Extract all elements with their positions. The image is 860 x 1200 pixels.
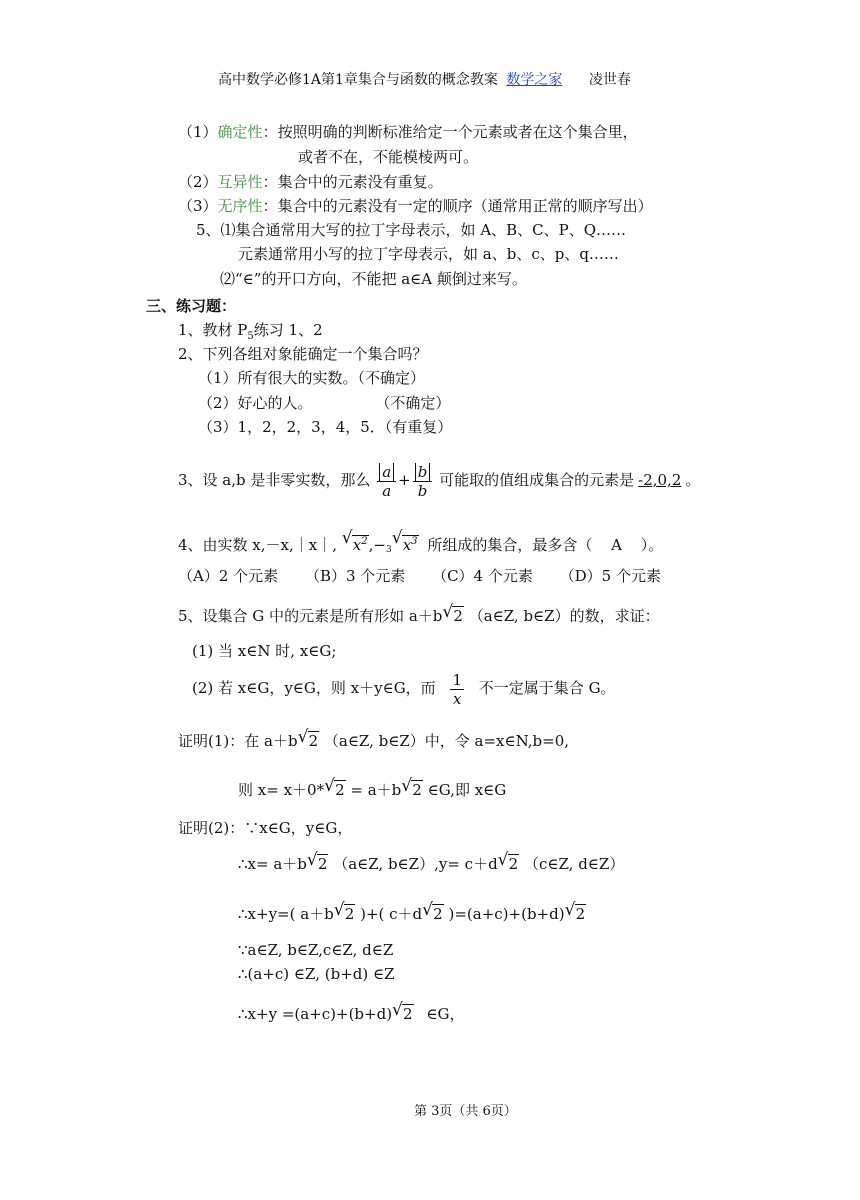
- term-distinctness: 互异性: [217, 173, 263, 191]
- sqrt-2: √ 2: [401, 776, 422, 799]
- fraction-b: $\frac{b}{b}$: [413, 463, 433, 500]
- question-2: 2、下列各组对象能确定一个集合吗？: [178, 345, 428, 363]
- note-line-3: ⑵“∈”的开口方向，不能把 a∈A 颠倒过来写。: [220, 270, 527, 288]
- sqrt-2: √ 2: [324, 776, 345, 799]
- q4-options: （A）2 个元素 （B）3 个元素 （C）4 个元素 （D）5 个元素: [178, 567, 661, 585]
- note-line-1: 5、⑴集合通常用大写的拉丁字母表示，如 A、B、C、P、Q……: [196, 221, 627, 239]
- sqrt-x-squared: √ $x^2$: [341, 528, 368, 554]
- question-3: 3、设 a,b 是非零实数，那么 $\frac{a}{a}$ + $\frac{b}{b}$ 可能取的值组成集合的元素是 -2,0,2 。: [178, 462, 701, 500]
- fraction-one-over-x: $\frac{1}{x}$: [452, 670, 463, 708]
- proof-2-line-2: ∴x= a＋b √ 2 （a∈Z, b∈Z）,y= c＋d √ 2 （c∈Z, d∈Z）: [238, 850, 625, 873]
- proof-2-line-5: ∴(a+c) ∈Z, (b+d) ∈Z: [238, 965, 395, 983]
- proof-1-line-1: 证明(1)：在 a＋b √ 2 （a∈Z, b∈Z）中，令 a=x∈N,b=0,: [178, 727, 570, 750]
- note-line-2: 元素通常用小写的拉丁字母表示，如 a、b、c、p、q……: [238, 245, 619, 263]
- property-line-1-cont: 或者不在，不能模棱两可。: [298, 148, 479, 166]
- site-link[interactable]: 数学之家: [506, 72, 563, 88]
- answer-blank: -2,0,2: [638, 471, 682, 489]
- page-number: 第 3页（共 6页）: [414, 1104, 517, 1119]
- sqrt-2: √ 2: [497, 850, 519, 873]
- q2-item-3: （3）1，2，2，3，4，5．（有重复）: [198, 418, 453, 436]
- sqrt-2: √ 2: [392, 1000, 413, 1023]
- header-author: 凌世春: [588, 72, 631, 88]
- sqrt-2: √ 2: [333, 900, 355, 923]
- term-unordered: 无序性: [217, 197, 263, 215]
- section-heading: 三、练习题：: [146, 297, 237, 315]
- sqrt-2: √ 2: [306, 850, 328, 873]
- q5-part-2: (2) 若 x∈G，y∈G，则 x＋y∈G，而 $\frac{1}{x}$ 不一定属于集合 G。: [192, 670, 616, 708]
- proof-1-line-2: 则 x= x＋0* √ 2 = a＋b √ 2 ∈G,即 x∈G: [238, 776, 507, 799]
- proof-2-line-1: 证明(2)：∵x∈G，y∈G，: [178, 819, 353, 837]
- question-4: 4、由实数 x,－x,｜x｜, √ $x^2,-^3$ √ $x^3$ 所组成的集合，最多含（ A ）。: [178, 528, 664, 555]
- proof-2-line-3: ∴x+y=( a＋b √ 2 )+( c＋d √ 2 )=(a+c)+(b+d) √ 2: [238, 900, 586, 923]
- proof-2-line-6: ∴x+y =(a+c)+(b+d) √ 2 ∈G，: [238, 1000, 465, 1023]
- property-line-1: （1）确定性：按照明确的判断标准给定一个元素或者在这个集合里，: [178, 123, 638, 141]
- cbrt-x-cubed: √ $x^3$: [391, 528, 418, 554]
- fraction-a: $\frac{a}{a}$: [377, 463, 396, 500]
- sqrt-2: √ 2: [442, 602, 463, 625]
- sqrt-2: √ 2: [564, 900, 586, 923]
- property-line-2: （2）互异性：集合中的元素没有重复。: [178, 173, 443, 191]
- q2-item-1: （1）所有很大的实数。（不确定）: [198, 369, 426, 387]
- q5-part-1: (1) 当 x∈N 时, x∈G;: [192, 642, 337, 660]
- term-determinacy: 确定性: [217, 123, 263, 141]
- sqrt-2: √ 2: [297, 727, 319, 750]
- sqrt-2: √ 2: [422, 900, 443, 923]
- question-1: 1、教材 $P_5$练习 1、2: [178, 321, 323, 342]
- property-line-3: （3）无序性：集合中的元素没有一定的顺序（通常用正常的顺序写出）: [178, 197, 653, 215]
- proof-2-line-4: ∵a∈Z, b∈Z,c∈Z, d∈Z: [238, 941, 394, 959]
- page-header: [218, 70, 631, 90]
- question-5: 5、设集合 G 中的元素是所有形如 a＋b √ 2 （a∈Z, b∈Z）的数，求证：: [178, 602, 660, 625]
- q2-item-2: （2）好心的人。 （不确定）: [198, 394, 451, 412]
- header-title: 高中数学必修1A第1章集合与函数的概念教案: [218, 72, 498, 88]
